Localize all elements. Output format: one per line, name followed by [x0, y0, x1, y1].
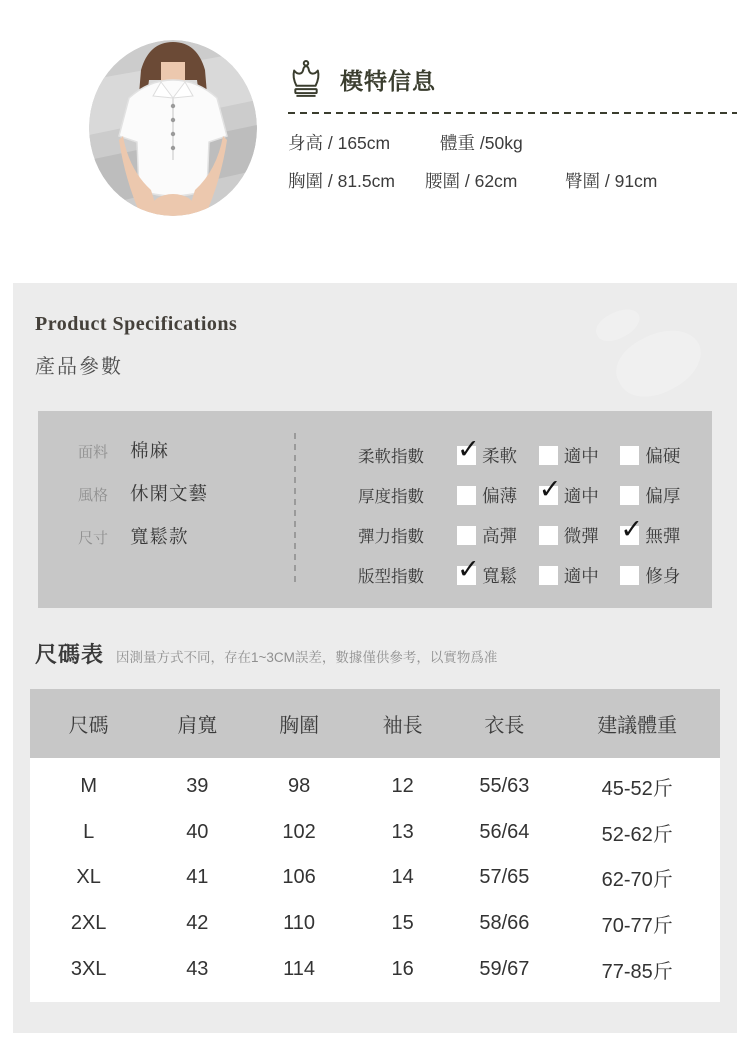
- attribute-value: 寬鬆款: [130, 526, 189, 547]
- table-cell: M: [80, 775, 97, 798]
- metric-bust: 胸圍 / 81.5cm: [288, 171, 395, 191]
- option: [539, 523, 621, 548]
- attribute-row: [78, 523, 208, 566]
- header-cell: 肩寬: [177, 715, 218, 737]
- table-cell: 56/64: [479, 820, 530, 843]
- specs-title-en: Product Specifications: [35, 313, 238, 335]
- table-cell: L: [83, 820, 95, 843]
- size-table-body: [30, 758, 720, 1002]
- indices-column: [358, 435, 702, 595]
- size-table: [30, 689, 720, 1002]
- specs-title-zh: 產品參數: [35, 356, 123, 378]
- option: [457, 523, 539, 548]
- checkbox: [539, 526, 558, 545]
- option-label: 修身: [645, 565, 681, 586]
- table-cell: XL: [76, 866, 101, 889]
- attributes-column: [78, 437, 208, 566]
- option-label: 寬鬆: [482, 565, 518, 586]
- checkbox: [457, 526, 476, 545]
- table-cell: 15: [391, 912, 414, 935]
- index-label: 彈力指數: [358, 528, 424, 546]
- header-cell: 胸圍: [279, 715, 320, 737]
- table-cell: 42: [186, 912, 209, 935]
- option-label: 柔軟: [482, 445, 518, 466]
- table-cell: 41: [186, 866, 209, 889]
- metric-weight: 體重 /50kg: [440, 133, 523, 153]
- product-card: [13, 283, 737, 1033]
- metrics-row-2: [288, 168, 737, 193]
- table-cell: 14: [391, 866, 414, 889]
- metric-height: 身高 / 165cm: [288, 133, 391, 153]
- attribute-label: 面料: [78, 444, 109, 461]
- size-chart-title: 尺碼表: [35, 642, 105, 667]
- checkbox: [457, 486, 476, 505]
- checkbox: [620, 566, 639, 585]
- checkbox: [620, 486, 639, 505]
- table-cell: 98: [287, 775, 311, 798]
- metric-hip: 臀圍 / 91cm: [565, 171, 658, 191]
- index-row-stretch: [358, 515, 702, 555]
- check-mark-icon: ✓: [457, 433, 480, 464]
- check-mark-icon: ✓: [457, 553, 480, 584]
- table-cell: 40: [186, 820, 209, 843]
- specs-dashed-divider: [294, 433, 296, 586]
- table-row-3xl: [30, 946, 720, 992]
- option-label: 適中: [563, 445, 599, 466]
- option: [539, 443, 621, 468]
- size-chart-note: 因測量方式不同，存在1~3CM誤差，數據僅供參考，以實物爲准: [116, 650, 498, 665]
- checkbox: [538, 473, 562, 505]
- check-mark-icon: ✓: [620, 513, 643, 544]
- model-info-header: [288, 58, 737, 100]
- attribute-row: [78, 437, 208, 480]
- table-cell: 58/66: [479, 912, 530, 935]
- size-chart-header: [35, 638, 737, 669]
- table-cell: 114: [283, 957, 316, 980]
- table-cell: 62-70斤: [601, 869, 673, 892]
- option-label: 偏厚: [645, 485, 681, 506]
- option: [620, 483, 702, 508]
- table-cell: 43: [186, 957, 209, 980]
- model-photo-illustration: [89, 40, 257, 216]
- model-section: [0, 0, 750, 283]
- table-cell: 12: [391, 775, 414, 798]
- model-info: [288, 58, 737, 193]
- header-cell: 尺碼: [68, 715, 109, 737]
- option-label: 偏硬: [645, 445, 681, 466]
- header-cell: 衣長: [484, 715, 525, 737]
- table-row-xl: [30, 855, 720, 901]
- check-mark-icon: ✓: [538, 473, 562, 504]
- attribute-row: [78, 480, 208, 523]
- index-label: 版型指數: [358, 568, 424, 586]
- index-row-fit: [358, 555, 702, 595]
- option: [539, 563, 621, 588]
- option: [620, 513, 702, 548]
- specs-box: [38, 411, 712, 608]
- page-bottom-spacer: [0, 1033, 750, 1063]
- table-cell: 77-85斤: [601, 960, 673, 983]
- table-cell: 102: [282, 820, 316, 843]
- checkbox: [457, 553, 480, 585]
- table-cell: 106: [282, 866, 316, 889]
- attribute-value: 棉麻: [130, 440, 170, 461]
- table-cell: 39: [186, 775, 209, 798]
- table-cell: 59/67: [479, 957, 530, 980]
- option-label: 無彈: [645, 525, 681, 546]
- table-cell: 16: [391, 957, 414, 980]
- metrics-row-1: [288, 130, 737, 155]
- option: [457, 553, 539, 588]
- index-row-thickness: [358, 475, 702, 515]
- header-cell: 建議體重: [597, 715, 678, 737]
- table-cell: 3XL: [70, 957, 107, 980]
- attribute-label: 風格: [78, 487, 109, 504]
- header-cell: 袖長: [382, 715, 423, 737]
- table-cell: 57/65: [479, 866, 530, 889]
- option: [457, 483, 539, 508]
- table-row-m: [30, 764, 720, 810]
- table-row-l: [30, 810, 720, 856]
- model-info-title: 模特信息: [340, 67, 436, 94]
- attribute-label: 尺寸: [78, 530, 109, 547]
- option-label: 適中: [563, 565, 599, 586]
- checkbox: [457, 433, 480, 465]
- table-cell: 2XL: [70, 912, 107, 935]
- checkbox: [620, 446, 639, 465]
- checkbox: [539, 566, 558, 585]
- table-row-2xl: [30, 901, 720, 947]
- option-label: 偏薄: [482, 485, 518, 506]
- option: [538, 473, 621, 508]
- table-cell: 55/63: [479, 775, 530, 798]
- metric-waist: 腰圍 / 62cm: [425, 171, 518, 191]
- option: [620, 443, 702, 468]
- option-label: 適中: [563, 485, 599, 506]
- model-photo: [89, 40, 257, 216]
- table-cell: 45-52斤: [601, 778, 673, 801]
- index-label: 厚度指數: [358, 488, 424, 506]
- option: [457, 433, 539, 468]
- option-label: 高彈: [482, 525, 518, 546]
- checkbox: [620, 513, 643, 545]
- option: [620, 563, 702, 588]
- index-row-softness: [358, 435, 702, 475]
- table-cell: 13: [391, 820, 414, 843]
- dashed-divider: [288, 112, 737, 114]
- attribute-value: 休閑文藝: [130, 483, 209, 504]
- index-label: 柔軟指數: [358, 448, 424, 466]
- size-table-header-row: [30, 689, 720, 758]
- crown-icon: [288, 58, 324, 100]
- option-label: 微彈: [563, 525, 599, 546]
- checkbox: [539, 446, 558, 465]
- table-cell: 110: [283, 912, 316, 935]
- table-cell: 70-77斤: [601, 915, 673, 938]
- table-cell: 52-62斤: [601, 823, 673, 846]
